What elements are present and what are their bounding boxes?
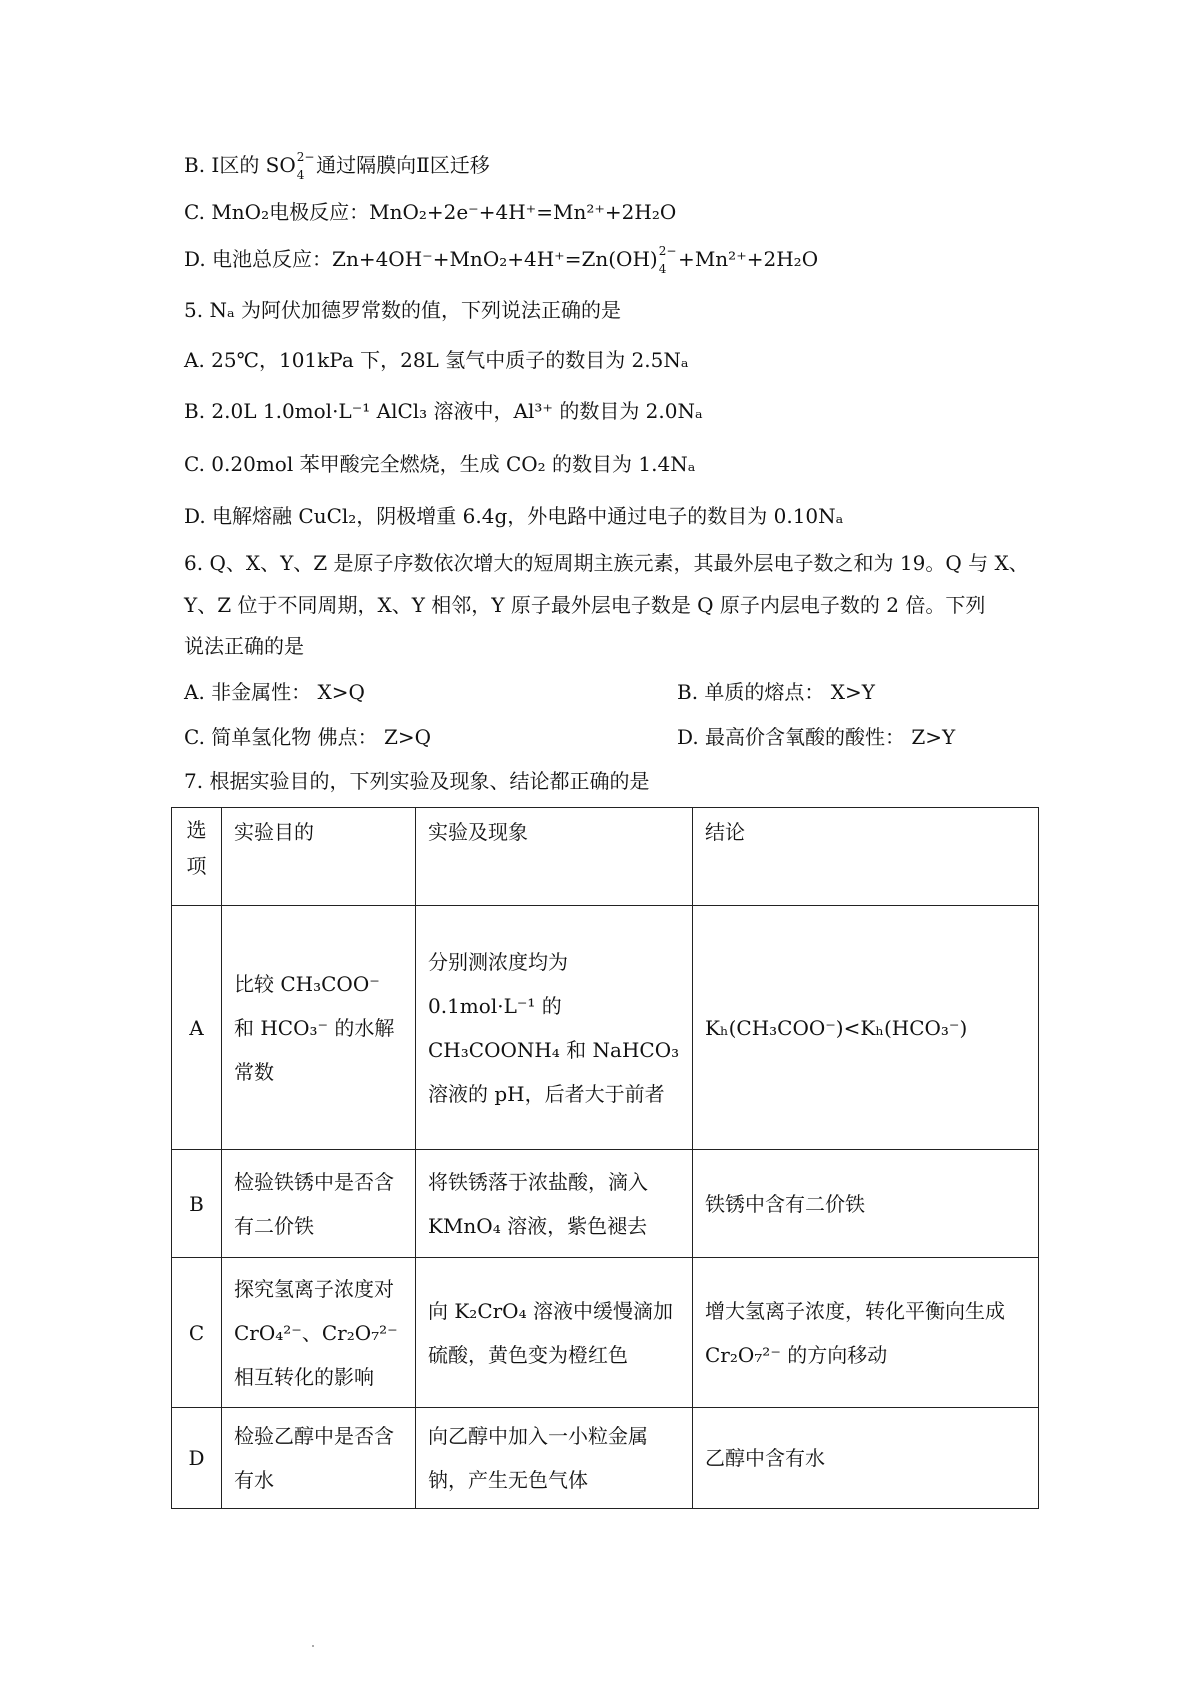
q6-option-a: A. 非金属性： X>Q — [184, 680, 365, 704]
q6-stem-line3: 说法正确的是 — [184, 634, 304, 658]
row-phenomenon: 向 K₂CrO₄ 溶液中缓慢滴加硫酸，黄色变为橙红色 — [416, 1258, 693, 1408]
q6-option-d: D. 最高价含氧酸的酸性： Z>Y — [677, 725, 956, 749]
row-purpose: 探究氢离子浓度对 CrO₄²⁻、Cr₂O₇²⁻ 相互转化的影响 — [222, 1258, 416, 1408]
table-row — [172, 1408, 1039, 1509]
header-purpose: 实验目的 — [222, 808, 416, 906]
q4-b-sub: 4 — [296, 167, 305, 182]
header-option-text: 选项 — [186, 818, 207, 878]
q5-option-a: A. 25℃，101kPa 下，28L 氢气中质子的数目为 2.5Nₐ — [184, 348, 689, 372]
table-header-row — [172, 808, 1039, 906]
row-purpose: 检验铁锈中是否含有二价铁 — [222, 1150, 416, 1258]
table-row — [172, 1258, 1039, 1408]
q6-option-b: B. 单质的熔点： X>Y — [677, 680, 875, 704]
header-conclusion: 结论 — [693, 808, 1039, 906]
row-conclusion: 乙醇中含有水 — [693, 1408, 1039, 1509]
table-row — [172, 1150, 1039, 1258]
q4-d-post: +Mn²⁺+2H₂O — [671, 247, 819, 271]
q4-option-b — [184, 149, 490, 182]
q7-stem: 7. 根据实验目的，下列实验及现象、结论都正确的是 — [184, 769, 650, 793]
row-phenomenon: 分别测浓度均为 0.1mol·L⁻¹ 的 CH₃COONH₄ 和 NaHCO₃ 溶液的 pH，后者大于前者 — [416, 906, 693, 1150]
q5-option-b: B. 2.0L 1.0mol·L⁻¹ AlCl₃ 溶液中，Al³⁺ 的数目为 2.0Nₐ — [184, 399, 703, 423]
table-row — [172, 906, 1039, 1150]
q4-d-sup: 2− — [658, 243, 677, 258]
q4-c-label: C. — [184, 200, 205, 224]
q4-b-sup: 2− — [296, 149, 315, 164]
zincate-ion-script — [658, 243, 677, 276]
row-option: C — [172, 1258, 222, 1408]
q4-d-pre: 电池总反应：Zn+4OH⁻+MnO₂+4H⁺=Zn(OH) — [212, 247, 658, 271]
sulfate-ion-script — [296, 149, 315, 182]
q6-stem-line2: Y、Z 位于不同周期，X、Y 相邻，Y 原子最外层电子数是 Q 原子内层电子数的 2 倍。下列 — [184, 593, 986, 617]
scan-speck — [312, 1645, 314, 1647]
header-phenomenon: 实验及现象 — [416, 808, 693, 906]
q5-option-d: D. 电解熔融 CuCl₂，阴极增重 6.4g，外电路中通过电子的数目为 0.10Nₐ — [184, 504, 844, 528]
q6-option-c: C. 简单氢化物 佛点： Z>Q — [184, 725, 432, 749]
q4-b-label: B. — [184, 153, 206, 177]
row-conclusion: Kₕ(CH₃COO⁻)<Kₕ(HCO₃⁻) — [693, 906, 1039, 1150]
q4-d-sub: 4 — [658, 261, 667, 276]
row-phenomenon: 向乙醇中加入一小粒金属钠，产生无色气体 — [416, 1408, 693, 1509]
row-purpose: 比较 CH₃COO⁻ 和 HCO₃⁻ 的水解常数 — [222, 906, 416, 1150]
q5-stem: 5. Nₐ 为阿伏加德罗常数的值，下列说法正确的是 — [184, 298, 622, 322]
q4-option-c — [184, 199, 676, 225]
row-phenomenon: 将铁锈落于浓盐酸，滴入 KMnO₄ 溶液，紫色褪去 — [416, 1150, 693, 1258]
row-purpose: 检验乙醇中是否含有水 — [222, 1408, 416, 1509]
row-option: D — [172, 1408, 222, 1509]
row-conclusion: 增大氢离子浓度，转化平衡向生成 Cr₂O₇²⁻ 的方向移动 — [693, 1258, 1039, 1408]
q4-b-pre: Ⅰ区的 SO — [211, 153, 296, 177]
row-option: B — [172, 1150, 222, 1258]
q5-option-c: C. 0.20mol 苯甲酸完全燃烧，生成 CO₂ 的数目为 1.4Nₐ — [184, 452, 696, 476]
q4-d-label: D. — [184, 247, 206, 271]
q4-b-post: 通过隔膜向Ⅱ区迁移 — [309, 153, 490, 177]
header-option — [172, 808, 222, 906]
row-conclusion: 铁锈中含有二价铁 — [693, 1150, 1039, 1258]
q4-c-text: MnO₂电极反应：MnO₂+2e⁻+4H⁺=Mn²⁺+2H₂O — [211, 200, 677, 224]
q6-stem-line1: 6. Q、X、Y、Z 是原子序数依次增大的短周期主族元素，其最外层电子数之和为 19。Q 与 X、 — [184, 551, 1029, 575]
row-option: A — [172, 906, 222, 1150]
experiment-table — [171, 807, 1039, 1509]
q4-option-d — [184, 243, 819, 276]
